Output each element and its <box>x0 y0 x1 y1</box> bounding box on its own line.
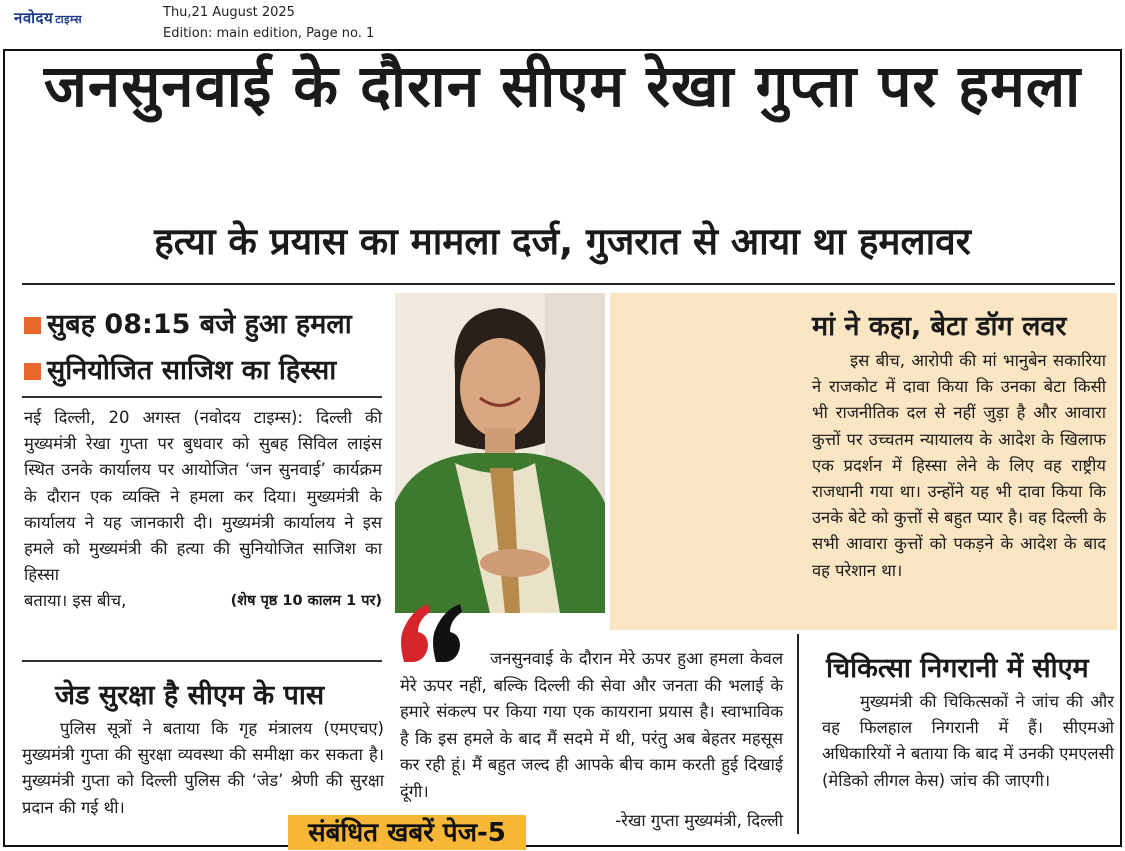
medical-paragraph: मुख्यमंत्री की चिकित्सकों ने जांच की और वह फिलहाल निगरानी में हैं। सीएमओ अधिकारियों ने बताया कि बाद में उनकी एमएलसी (मेडिको लीगल केस) जांच की जाएगी। <box>822 692 1114 790</box>
divider <box>22 660 382 662</box>
divider <box>22 283 1115 285</box>
quote-attribution: -रेखा गुप्ता मुख्यमंत्री, दिल्ली <box>615 811 783 830</box>
mother-heading: मां ने कहा, बेटा डॉग लवर <box>812 311 1067 342</box>
edition-info: Edition: main edition, Page no. 1 <box>163 26 375 41</box>
mother-paragraph: इस बीच, आरोपी की मां भानुबेन सकारिया ने राजकोट में दावा किया कि उनका बेटा किसी भी राजनीतिक दल से नहीं जुड़ा है और आवारा कुत्तों पर उच्चतम न्यायालय के आदेश के खिलाफ एक प्रदर्शन में हिस्सा लेने के लिए वह राष्ट्रीय राजधानी गया था। उन्होंने यह भी दावा किया कि उनके बेटे को कुत्तों से बहुत प्यार है। वह दिल्ली के सभी आवारा कुत्तों को पकड़ने के आदेश के बाद वह परेशान था। <box>812 351 1106 580</box>
masthead-bar <box>0 0 1125 46</box>
divider <box>22 396 382 398</box>
subheadline: हत्या के प्रयास का मामला दर्ज, गुजरात से आया था हमलावर <box>154 220 971 263</box>
orange-square-icon <box>24 317 41 334</box>
column-divider <box>797 634 799 834</box>
orange-square-icon <box>24 363 41 380</box>
cm-photo <box>395 293 605 613</box>
bullet-point: सुनियोजित साजिश का हिस्सा <box>24 350 336 387</box>
medical-heading: चिकित्सा निगरानी में सीएम <box>826 653 1089 684</box>
bullet-point: सुबह 08:15 बजे हुआ हमला <box>24 304 352 341</box>
newspaper-logo[interactable]: नवोदय टाइम्स <box>14 9 83 27</box>
lead-tail: बताया। इस बीच, <box>24 591 127 611</box>
lead-paragraph: नई दिल्ली, 20 अगस्त (नवोदय टाइम्स): दिल्ली की मुख्यमंत्री रेखा गुप्ता पर बुधवार को सुबह सिविल लाइंस स्थित उनके कार्यालय पर आयोजित ‘जन सुनवाई’ कार्यक्रम के दौरान एक व्यक्ति ने हमला कर दिया। मुख्यमंत्री के कार्यालय ने यह जानकारी दी। मुख्यमंत्री कार्यालय ने इस हमले को मुख्यमंत्री की हत्या की सुनियोजित साजिश का हिस्सा बताया। इस बीच, (शेष पृष्ठ 10 कालम 1 पर) <box>24 405 382 615</box>
issue-date: Thu,21 August 2025 <box>163 5 295 20</box>
cm-quote: जनसुनवाई के दौरान मेरे ऊपर हुआ हमला केवल मेरे ऊपर नहीं, बल्कि दिल्ली की सेवा और जनता की भलाई के हमारे संकल्प पर किया गया एक कायराना प्रयास है। स्वाभाविक है कि इस हमले के बाद मैं सदमे में थी, परंतु अब बेहतर महसूस कर रही हूं। मैं बहुत जल्द ही आपके बीच काम करती हुई दिखाई दूंगी। <box>400 649 783 801</box>
security-paragraph: पुलिस सूत्रों ने बताया कि गृह मंत्रालय (एमएचए) मुख्यमंत्री गुप्ता की सुरक्षा व्यवस्था की समीक्षा कर सकता है। मुख्यमंत्री गुप्ता को दिल्ली पुलिस की ‘जेड’ श्रेणी की सुरक्षा प्रदान की गई थी। <box>22 719 384 817</box>
security-heading: जेड सुरक्षा है सीएम के पास <box>55 680 325 711</box>
continued-reference[interactable]: (शेष पृष्ठ 10 कालम 1 पर) <box>230 593 382 610</box>
headline: जनसुनवाई के दौरान सीएम रेखा गुप्ता पर हमला <box>43 52 1082 120</box>
related-news-tag[interactable]: संबंधित खबरें पेज-5 <box>288 815 526 850</box>
